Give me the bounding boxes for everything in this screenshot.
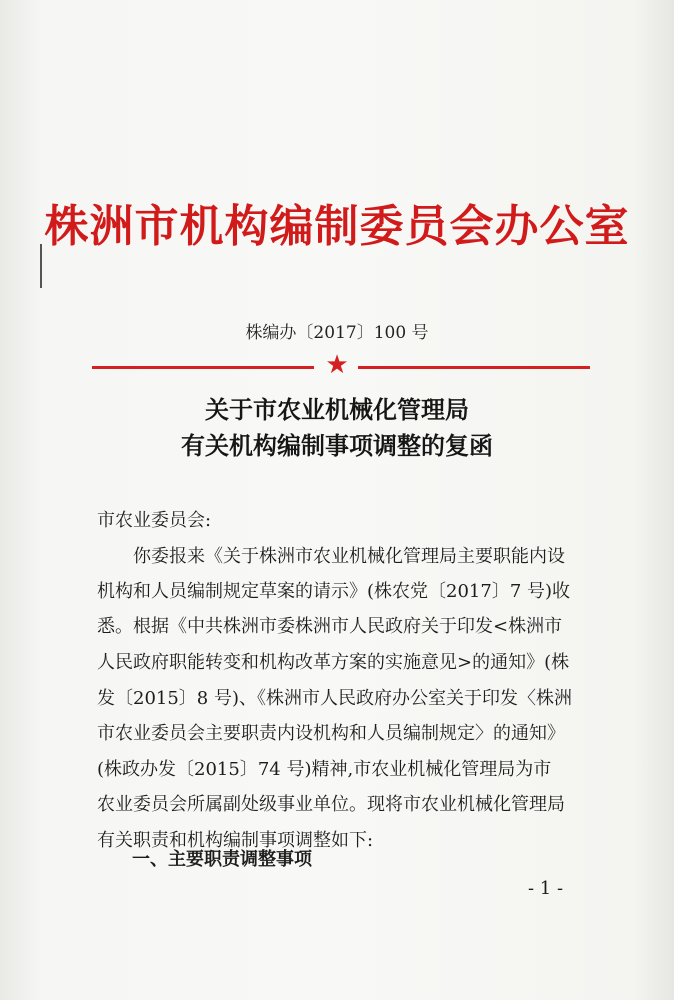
body-line: 机构和人员编制规定草案的请示》(株农党〔2017〕7 号)收 bbox=[97, 581, 571, 602]
body-line: 悉。根据《中共株洲市委株洲市人民政府关于印发<株洲市 bbox=[97, 616, 563, 637]
document-number: 株编办〔2017〕100 号 bbox=[245, 323, 429, 343]
body-line: 市农业委员会主要职责内设机构和人员编制规定〉的通知》 bbox=[97, 723, 565, 744]
document-title-line-2: 有关机构编制事项调整的复函 bbox=[181, 431, 493, 460]
section-heading: 一、主要职责调整事项 bbox=[132, 849, 312, 870]
body-line: 发〔2015〕8 号)、《株洲市人民政府办公室关于印发〈株洲 bbox=[97, 688, 573, 709]
body-line: (株政办发〔2015〕74 号)精神,市农业机械化管理局为市 bbox=[97, 759, 552, 780]
body-line: 你委报来《关于株洲市农业机械化管理局主要职能内设 bbox=[97, 546, 565, 567]
document-title-line-1: 关于市农业机械化管理局 bbox=[205, 395, 469, 424]
addressee: 市农业委员会: bbox=[97, 510, 212, 531]
body-line: 农业委员会所属副处级事业单位。现将市农业机械化管理局 bbox=[97, 794, 565, 815]
page-number: - 1 - bbox=[528, 878, 564, 899]
red-rule-right bbox=[358, 366, 590, 369]
red-rule-left bbox=[92, 366, 314, 369]
body-line: 人民政府职能转变和机构改革方案的实施意见>的通知》(株 bbox=[97, 652, 570, 673]
body-line: 有关职责和机构编制事项调整如下: bbox=[97, 830, 374, 851]
letterhead-title: 株洲市机构编制委员会办公室 bbox=[44, 201, 630, 252]
star-icon: ★ bbox=[325, 350, 349, 380]
